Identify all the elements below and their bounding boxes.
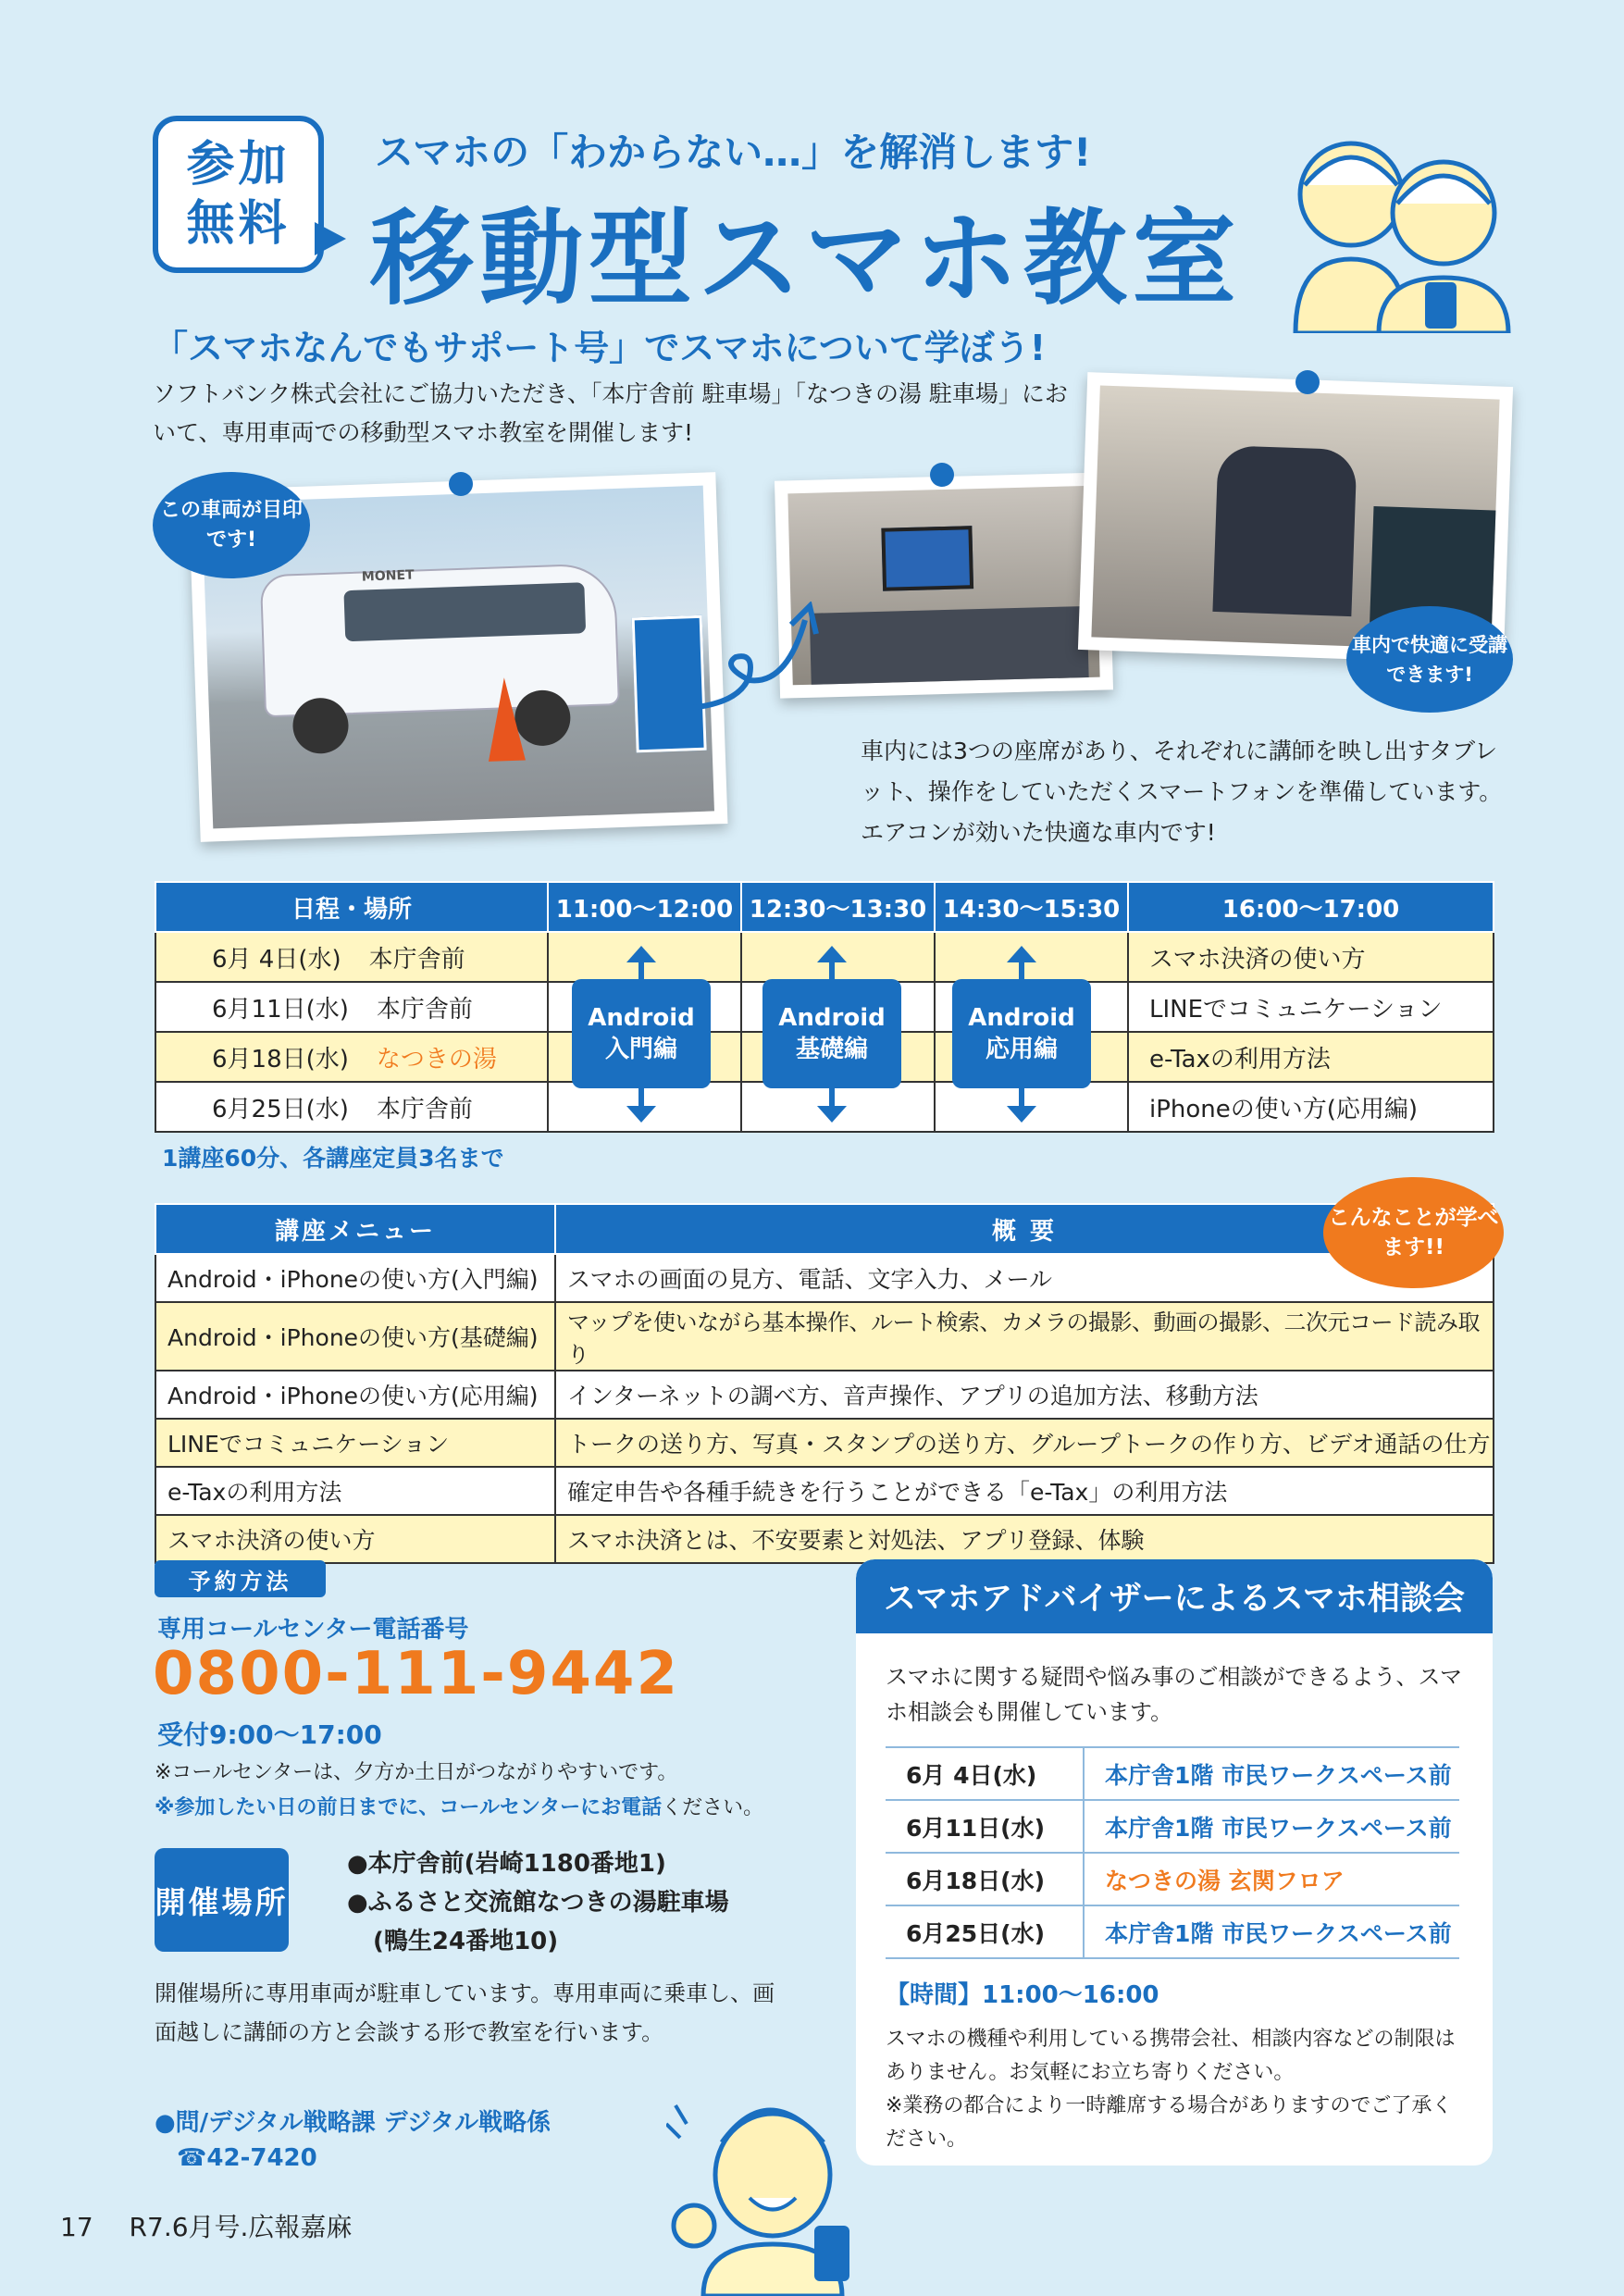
schedule-header: 16:00〜17:00 — [1128, 882, 1494, 932]
schedule-header: 11:00〜12:00 — [548, 882, 741, 932]
menu-row — [155, 1467, 1494, 1515]
schedule-date-cell — [155, 982, 548, 1032]
schedule-place: なつきの湯 — [376, 1045, 497, 1074]
arrow-line — [1019, 961, 1024, 979]
vehicle-bubble: この車両が目印です! — [153, 472, 310, 578]
seniors-illustration — [1277, 120, 1518, 333]
lead-title: 「スマホなんでもサポート号」でスマホについて学ぼう! — [153, 328, 1047, 368]
menu-row — [155, 1254, 1494, 1302]
pin-icon — [1295, 370, 1320, 394]
menu-course-desc: 確定申告や各種手続きを行うことができる「e-Tax」の利用方法 — [555, 1467, 1494, 1515]
schedule-date-cell — [155, 1032, 548, 1082]
menu-course-name: Android・iPhoneの使い方(応用編) — [155, 1371, 555, 1419]
arrow-line — [829, 961, 835, 979]
menu-course-desc: スマホの画面の見方、電話、文字入力、メール — [555, 1254, 1494, 1302]
schedule-date-cell — [155, 932, 548, 982]
arrow-down-icon — [1007, 1106, 1036, 1123]
menu-course-desc: トークの送り方、写真・スタンプの送り方、グループトークの作り方、ビデオ通話の仕方 — [555, 1419, 1494, 1467]
call-center-label: 専用コールセンター電話番号 — [157, 1616, 469, 1644]
schedule-header: 12:30〜13:30 — [741, 882, 935, 932]
menu-course-desc: インターネットの調べ方、音声操作、アプリの追加方法、移動方法 — [555, 1371, 1494, 1419]
menu-row — [155, 1419, 1494, 1467]
van-windows — [343, 582, 586, 641]
capacity-note: 1講座60分、各講座定員3名まで — [162, 1145, 504, 1172]
menu-course-name: スマホ決済の使い方 — [155, 1515, 555, 1563]
arrow-down-icon — [626, 1106, 656, 1123]
contact-info — [155, 2105, 551, 2176]
venue-list — [347, 1844, 729, 1961]
course-box-basic — [762, 979, 901, 1088]
menu-header: 概 要 — [555, 1204, 1494, 1254]
interior-photo-1 — [775, 472, 1113, 698]
van-wheel-front — [291, 697, 349, 754]
consultation-panel — [856, 1559, 1493, 2166]
note-prefix: ※参加したい日の前日までに、 — [155, 1796, 440, 1819]
consultation-date: 6月11日(水) — [886, 1800, 1084, 1853]
comfort-bubble: 車内で快適に受講できます! — [1346, 606, 1513, 713]
schedule-date: 6月25日(水) — [212, 1095, 349, 1123]
menu-row — [155, 1371, 1494, 1419]
contact-department: ●問/デジタル戦略課 デジタル戦略係 — [155, 2109, 552, 2137]
course-box-os: Android — [968, 1004, 1075, 1032]
free-badge — [153, 116, 324, 273]
course-box-level: 入門編 — [604, 1036, 677, 1063]
consultation-date: 6月 4日(水) — [886, 1747, 1084, 1800]
consultation-place: 本庁舎1階 市民ワークスペース前 — [1084, 1747, 1459, 1800]
lead-body: ソフトバンク株式会社にご協力いただき、「本庁舎前 駐車場」「なつきの湯 駐車場」において、専用車両での移動型スマホ教室を開催します! — [153, 380, 1068, 446]
menu-header: 講座メニュー — [155, 1204, 555, 1254]
consultation-row — [886, 1747, 1459, 1800]
reception-hours: 受付9:00〜17:00 — [157, 1719, 382, 1750]
schedule-place: 本庁舎前 — [376, 1095, 473, 1123]
menu-course-name: Android・iPhoneの使い方(基礎編) — [155, 1302, 555, 1371]
consultation-row — [886, 1800, 1459, 1853]
badge-line2: 無料 — [186, 196, 291, 252]
consultation-time: 【時間】11:00〜16:00 — [886, 1981, 1159, 2009]
venue-line: ●ふるさと交流館なつきの湯駐車場 — [347, 1889, 729, 1917]
note-suffix: ください。 — [662, 1796, 764, 1819]
venue-description: 開催場所に専用車両が駐車しています。専用車両に乗車し、画面越しに講師の方と会談する形で教室を行います。 — [155, 1980, 775, 2045]
schedule-last-course: LINEでコミュニケーション — [1128, 982, 1494, 1032]
menu-course-name: e-Taxの利用方法 — [155, 1467, 555, 1515]
van-logo: MONET — [361, 567, 415, 585]
schedule-date-cell — [155, 1082, 548, 1132]
schedule-header: 14:30〜15:30 — [935, 882, 1128, 932]
page-title: 移動型スマホ教室 — [370, 199, 1242, 319]
menu-row — [155, 1302, 1494, 1371]
traffic-cone — [486, 677, 526, 762]
course-menu-table — [155, 1203, 1494, 1564]
consultation-note: ※業務の都合により一時離席する場合がありますのでご了承ください。 — [886, 2094, 1453, 2151]
reservation-tag: 予約方法 — [155, 1560, 326, 1597]
consultation-date: 6月18日(水) — [886, 1853, 1084, 1905]
course-box-beginner — [572, 979, 711, 1088]
smiling-man-illustration — [666, 2068, 879, 2296]
consultation-title: スマホアドバイザーによるスマホ相談会 — [856, 1559, 1493, 1633]
consultation-intro: スマホに関する疑問や悩み事のご相談ができるよう、スマホ相談会も開催しています。 — [886, 1664, 1463, 1725]
contact-phone: ☎42-7420 — [177, 2144, 317, 2172]
menu-course-name: LINEでコミュニケーション — [155, 1419, 555, 1467]
schedule-last-course: iPhoneの使い方(応用編) — [1128, 1082, 1494, 1132]
menu-row — [155, 1515, 1494, 1563]
consultation-place: 本庁舎1階 市民ワークスペース前 — [1084, 1800, 1459, 1853]
menu-course-desc: スマホ決済とは、不安要素と対処法、アプリ登録、体験 — [555, 1515, 1494, 1563]
course-box-os: Android — [778, 1004, 886, 1032]
arrow-line — [829, 1088, 835, 1107]
curly-arrow-icon — [685, 602, 824, 713]
call-center-note: ※コールセンターは、夕方か土日がつながりやすいです。 — [155, 1761, 678, 1784]
vehicle-description: 車内には3つの座席があり、それぞれに講師を映し出すタブレット、操作をしていただくスマートフォンを準備しています。エアコンが効いた快適な車内です! — [861, 738, 1503, 846]
person-silhouette — [810, 606, 1089, 685]
schedule-date: 6月18日(水) — [212, 1045, 349, 1074]
consultation-row — [886, 1905, 1459, 1958]
call-deadline-note — [155, 1792, 763, 1820]
badge-tail — [315, 222, 346, 255]
person-silhouette — [1212, 445, 1357, 616]
note-emphasis: コールセンターにお電話 — [439, 1796, 663, 1819]
consultation-date: 6月25日(水) — [886, 1905, 1084, 1958]
learn-bubble: こんなことが学べます!! — [1323, 1177, 1504, 1288]
venue-tag: 開催場所 — [155, 1848, 289, 1952]
course-box-advanced — [952, 979, 1091, 1088]
consultation-table — [886, 1746, 1459, 1959]
pin-icon — [930, 463, 954, 487]
course-box-level: 応用編 — [985, 1036, 1058, 1063]
page-subtitle: スマホの「わからない…」を解消します! — [375, 130, 1092, 175]
arrow-down-icon — [817, 1106, 847, 1123]
tablet-screen — [881, 526, 973, 591]
consultation-place: なつきの湯 玄関フロア — [1084, 1853, 1459, 1905]
consultation-row — [886, 1853, 1459, 1905]
pin-icon — [449, 472, 473, 496]
issue-name: R7.6月号.広報嘉麻 — [129, 2212, 353, 2242]
schedule-date: 6月11日(水) — [212, 995, 349, 1024]
venue-line: ●本庁舎前(岩崎1180番地1) — [347, 1850, 666, 1878]
menu-course-desc: マップを使いながら基本操作、ルート検索、カメラの撮影、動画の撮影、二次元コード読み取り — [555, 1302, 1494, 1371]
badge-line1: 参加 — [186, 137, 291, 192]
schedule-date: 6月 4日(水) — [212, 945, 341, 974]
schedule-place: 本庁舎前 — [376, 995, 473, 1024]
consultation-note: スマホの機種や利用している携帯会社、相談内容などの制限はありません。お気軽にお立ち寄りください。 — [886, 2028, 1456, 2084]
course-box-level: 基礎編 — [795, 1036, 868, 1063]
arrow-line — [1019, 1088, 1024, 1107]
venue-line: (鴨生24番地10) — [373, 1928, 559, 1955]
schedule-last-course: e-Taxの利用方法 — [1128, 1032, 1494, 1082]
menu-course-name: Android・iPhoneの使い方(入門編) — [155, 1254, 555, 1302]
course-box-os: Android — [588, 1004, 695, 1032]
schedule-header: 日程・場所 — [155, 882, 548, 932]
schedule-last-course: スマホ決済の使い方 — [1128, 932, 1494, 982]
arrow-line — [638, 961, 644, 979]
arrow-line — [638, 1088, 644, 1107]
consultation-place: 本庁舎1階 市民ワークスペース前 — [1084, 1905, 1459, 1958]
call-center-phone: 0800-111-9442 — [153, 1640, 679, 1708]
page-footer — [60, 2207, 352, 2244]
page-number: 17 — [60, 2212, 93, 2242]
schedule-place: 本庁舎前 — [368, 945, 465, 974]
